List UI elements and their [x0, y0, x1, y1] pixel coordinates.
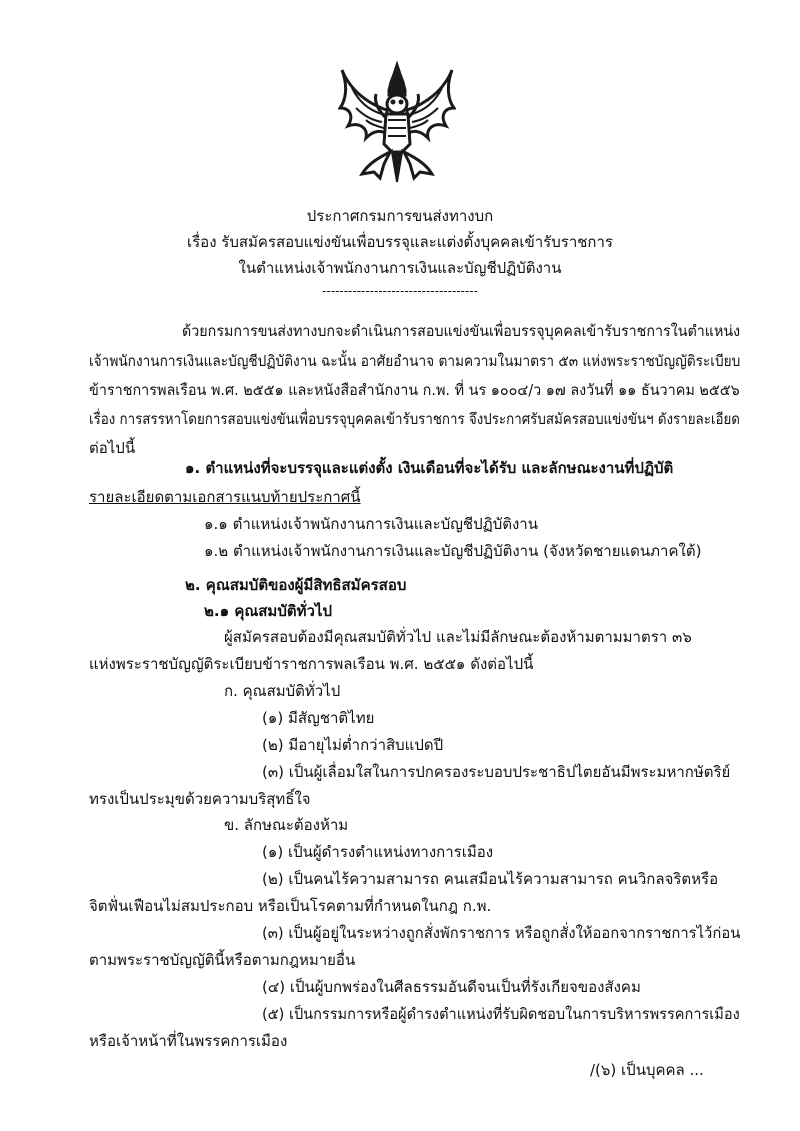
- group-a-item-3-cont: ทรงเป็นประมุขด้วยความบริสุทธิ์ใจ: [89, 790, 311, 808]
- section-2-para-2: แห่งพระราชบัญญัติระเบียบข้าราชการพลเรือน พ.ศ. ๒๕๕๑ ดังต่อไปนี้: [89, 655, 534, 673]
- group-b-item-1: (๑) เป็นผู้ดำรงตำแหน่งทางการเมือง: [262, 843, 494, 861]
- announcement-position: ในตำแหน่งเจ้าพนักงานการเงินและบัญชีปฏิบัติงาน: [238, 259, 562, 277]
- group-b-item-2: (๒) เป็นคนไร้ความสามารถ คนเสมือนไร้ความสามารถ คนวิกลจริตหรือ: [262, 870, 719, 888]
- section-2-1-heading: ๒.๑ คุณสมบัติทั่วไป: [204, 602, 332, 620]
- group-a-label: ก. คุณสมบัติทั่วไป: [224, 682, 341, 700]
- section-2-heading: ๒. คุณสมบัติของผู้มีสิทธิสมัครสอบ: [185, 576, 407, 594]
- group-a-item-3: (๓) เป็นผู้เลื่อมใสในการปกครองระบอบประชาธิปไตยอันมีพระมหากษัตริย์: [262, 763, 731, 781]
- section-1-heading: ๑. ตำแหน่งที่จะบรรจุและแต่งตั้ง เงินเดือนที่จะได้รับ และลักษณะงานที่ปฏิบัติ: [185, 459, 674, 477]
- page-continuation: /(๖) เป็นบุคคล ...: [590, 1061, 704, 1079]
- group-b-label: ข. ลักษณะต้องห้าม: [224, 816, 349, 834]
- announcement-subject: เรื่อง รับสมัครสอบแข่งขันเพื่อบรรจุและแต่งตั้งบุคคลเข้ารับราชการ: [187, 233, 613, 251]
- group-b-item-5: (๕) เป็นกรรมการหรือผู้ดำรงตำแหน่งที่รับผิดชอบในการบริหารพรรคการเมือง: [262, 1005, 740, 1023]
- section-1-note: รายละเอียดตามเอกสารแนบท้ายประกาศนี้: [89, 488, 361, 506]
- group-b-item-5-cont: หรือเจ้าหน้าที่ในพรรคการเมือง: [89, 1032, 288, 1050]
- group-b-item-2-cont: จิตฟั่นเฟือนไม่สมประกอบ หรือเป็นโรคตามที่กำหนดในกฎ ก.พ.: [89, 897, 492, 915]
- garuda-emblem-icon: [338, 60, 456, 184]
- group-a-item-1: (๑) มีสัญชาติไทย: [262, 709, 375, 727]
- section-2-para-1: ผู้สมัครสอบต้องมีคุณสมบัติทั่วไป และไม่มีลักษณะต้องห้ามตามมาตรา ๓๖: [224, 628, 692, 646]
- intro-line-5: ต่อไปนี้: [89, 439, 136, 457]
- header-divider: ------------------------------------: [322, 284, 478, 298]
- intro-line-2: เจ้าพนักงานการเงินและบัญชีปฏิบัติงาน ฉะนั้น อาศัยอำนาจ ตามความในมาตรา ๕๓ แห่งพระราชบัญญัติระเบียบ: [89, 352, 741, 370]
- intro-line-3: ข้าราชการพลเรือน พ.ศ. ๒๕๕๑ และหนังสือสำนักงาน ก.พ. ที่ นร ๑๐๐๔/ว ๑๗ ลงวันที่ ๑๑ ธันวาคม ๒๕๕๖: [89, 381, 740, 399]
- group-b-item-3-cont: ตามพระราชบัญญัตินี้หรือตามกฎหมายอื่น: [89, 951, 356, 969]
- intro-line-4: เรื่อง การสรรหาโดยการสอบแข่งขันเพื่อบรรจุบุคคลเข้ารับราชการ จึงประกาศรับสมัครสอบแข่งขันฯ ดังรายละเอียด: [89, 410, 740, 428]
- group-b-item-3: (๓) เป็นผู้อยู่ในระหว่างถูกสั่งพักราชการ หรือถูกสั่งให้ออกจากราชการไว้ก่อน: [262, 924, 741, 942]
- intro-line-1: ด้วยกรมการขนส่งทางบกจะดำเนินการสอบแข่งขันเพื่อบรรจุบุคคลเข้ารับราชการในตำแหน่ง: [182, 322, 741, 340]
- section-1-item-1: ๑.๑ ตำแหน่งเจ้าพนักงานการเงินและบัญชีปฏิบัติงาน: [204, 515, 538, 533]
- group-b-item-4: (๔) เป็นผู้บกพร่องในศีลธรรมอันดีจนเป็นที่รังเกียจของสังคม: [262, 978, 641, 996]
- group-a-item-2: (๒) มีอายุไม่ต่ำกว่าสิบแปดปี: [262, 736, 444, 754]
- announcement-title: ประกาศกรมการขนส่งทางบก: [306, 207, 494, 225]
- section-1-item-2: ๑.๒ ตำแหน่งเจ้าพนักงานการเงินและบัญชีปฏิบัติงาน (จังหวัดชายแดนภาคใต้): [204, 542, 702, 560]
